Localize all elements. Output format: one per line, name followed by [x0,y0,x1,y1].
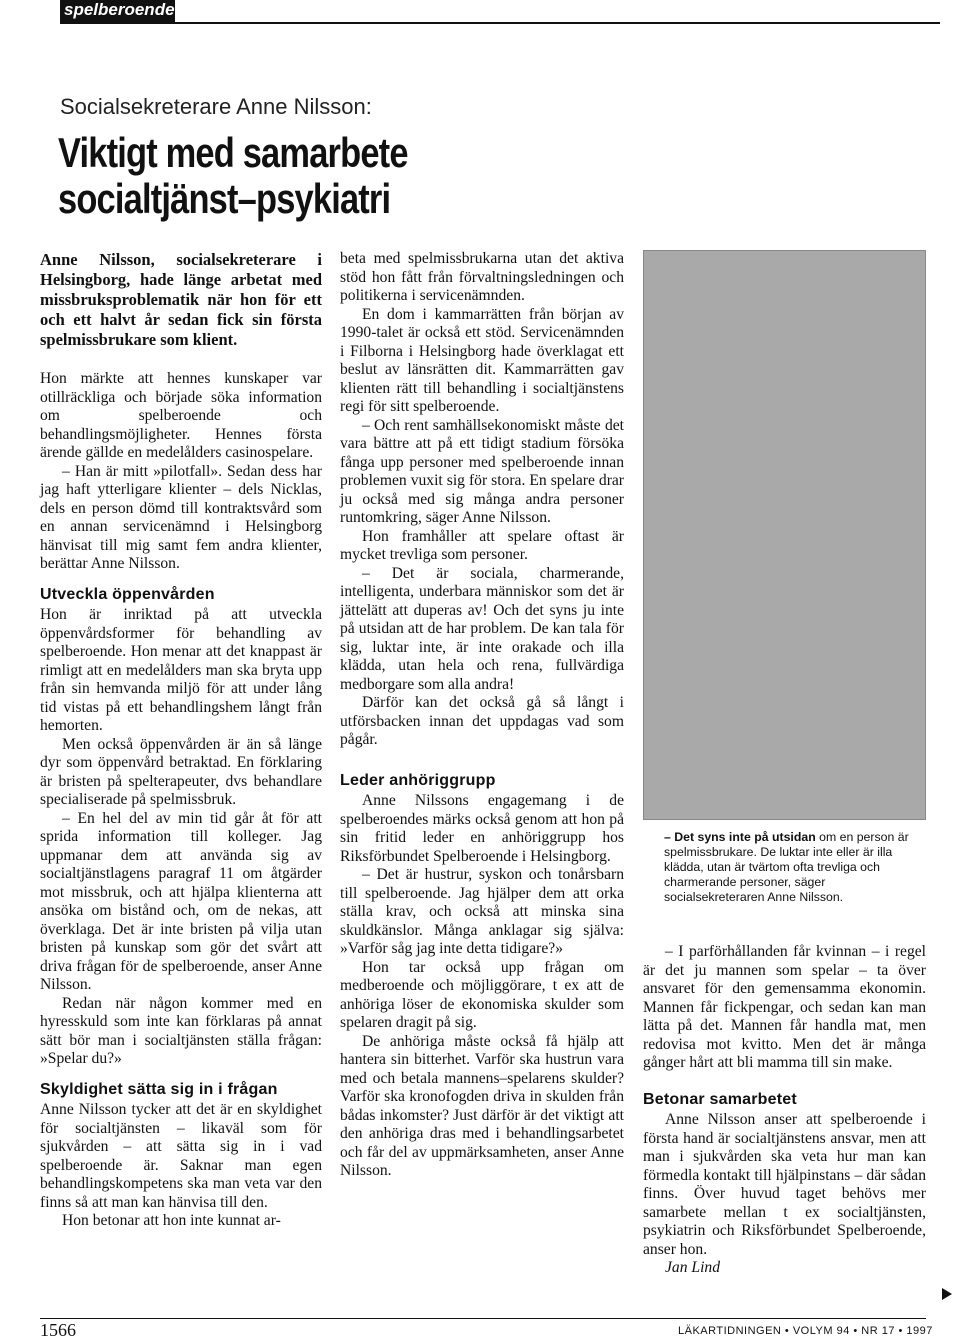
paragraph: beta med spelmissbrukarna utan det aktiva stöd hon fått från förvaltningsledningen och politikerna i servicenämnden. [340,250,624,304]
subheading: Leder anhöriggrupp [340,771,496,789]
paragraph: Hon märkte att hennes kunskaper var otillräckliga och började söka information om spelberoende och behandlingsmöjligheter. Hennes första ärende gällde en medelålders casinospelare. [40,370,322,461]
headline-line-2: socialtjänst–psykiatri [58,175,391,222]
paragraph: – En hel del av min tid går åt för att sprida information till kolleger. Jag uppmanar dem att använda sig av socialtjänstlagens paragraf 11 om åtgärder mot missbruk, och att hjälpa klienterna att ansöka om bistånd och, om de nekas, att överklaga. Det är inte bristen på vilja utan bristen på kunskap som gör det svårt att driva frågan för de spelberoende, anser Anne Nilsson. [40,809,322,993]
paragraph: En dom i kammarrätten från början av 1990-talet är också ett stöd. Servicenämnden i Filborna i Helsingborg hade överklagat ett beslut av länsrätten dit. Kammarrätten gav klienten rätt till behandling i socialtjänstens regi för sitt spelberoende. [340,305,624,415]
lead-paragraph: Anne Nilsson, socialsekreterare i Helsingborg, hade länge arbetat med missbruksproblematik när hon för ett och ett halvt år sedan fick sin första spelmissbrukare som klient. [40,250,322,349]
journal-footer: LÄKARTIDNINGEN • VOLYM 94 • NR 17 • 1997 [678,1325,933,1337]
caption-lead: – Det syns inte på utsidan [664,830,816,844]
caption-text: om en person är spelmissbrukare. De luktar inte eller är illa klädda, utan är tvärtom ofta trevliga och charmerande personer, säger socialsekreteraren Anne Nilsson. [664,830,909,904]
column-3 [643,943,926,1278]
paragraph: – Han är mitt »pilotfall». Sedan dess har jag haft ytterligare klienter – dels Nicklas, dels en person dömd till kontraktsvård som en annan servicenämnd i Helsingborg hänvisat till mig samt fem andra klienter, berättar Anne Nilsson. [40,462,322,572]
continue-arrow-icon [942,1288,952,1300]
paragraph: Hon betonar att hon inte kunnat ar- [62,1212,281,1229]
paragraph: Anne Nilssons engagemang i de spelberoendes märks också genom att hon på sin fritid leder en anhöriggrupp hos Riksförbundet Spelberoende i Helsingborg. [340,792,624,865]
photo [643,250,926,820]
footer-rule [40,1318,926,1319]
section-kicker: spelberoende [60,0,175,22]
paragraph: – Det är sociala, charmerande, intelligenta, underbara människor som det är jättelätt att duperas av! Och det syns ju inte på utsidan att de har problem. De kan tala för sig, luktar inte, är inte orakade och illa klädda, utan hela och rena, fullvärdiga medborgare som alla andra! [340,564,624,693]
headline [58,130,730,222]
column-1 [40,250,322,1231]
paragraph: Anne Nilsson anser att spelberoende i första hand är socialtjänstens ansvar, men att man i sjukvården ska veta hur man kan förmedla kontakt till hjälpinstans – där sådan finns. Över huvud taget behövs mer samarbete mellan t ex socialtjänsten, psykiatrin och Riksförbundet Spelberoende, anser hon. [643,1111,926,1258]
paragraph: Men också öppenvården är än så länge dyr som öppenvård betraktad. En förklaring är bristen på spelterapeuter, dvs behandlare specialiserade på spelmissbruk. [40,735,322,808]
author-signature: Jan Lind [665,1259,721,1276]
column-2 [340,250,624,1181]
paragraph: Anne Nilsson tycker att det är en skyldighet för socialtjänsten – likaväl som för sjukvården – att sätta sig in i vad spelberoende är. Saknar man egen behandlingskompetens ska man veta var den finns så att man kan hänvisa till den. [40,1101,322,1211]
photo-caption [664,830,926,905]
paragraph: – Och rent samhällsekonomiskt måste det vara bättre att på ett tidigt stadium försöka fånga upp personer med spelberoende innan problemen vuxit sig för stora. En spelare drar ju också med sig många andra personer runtomkring, säger Anne Nilsson. [340,416,624,526]
top-rule [60,22,940,24]
byline: Socialsekreterare Anne Nilsson: [60,94,372,119]
subheading: Betonar samarbetet [643,1090,797,1108]
page-number: 1566 [40,1320,76,1340]
subheading: Skyldighet sätta sig in i frågan [40,1080,278,1098]
paragraph: – I parförhållanden får kvinnan – i regel är det ju mannen som spelar – ta över ansvaret för den gemensamma ekonomin. Mannen får fickpengar, och sedan kan man lätta på det. Mannen får handla mat, men redovisa mot kvitto. Men det är många gånger hårt att bli mamma till sin make. [643,943,926,1071]
paragraph: – Det är hustrur, syskon och tonårsbarn till spelberoende. Jag hjälper dem att orka ställa krav, och också att minska sina skuldkänslor. Många anklagar sig själva: »Varför såg jag inte detta tidigare?» [340,866,624,957]
paragraph: Därför kan det också gå så långt i utförsbacken innan det uppdagas vad som pågår. [340,694,624,748]
paragraph: Hon tar också upp frågan om medberoende och möjliggörare, t ex att de anhöriga löser de ekonomiska skulder som spelaren dragit på sig. [340,958,624,1031]
paragraph: Redan när någon kommer med en hyresskuld som inte kan förklaras på annat sätt bör man i socialtjänsten ställa frågan: »Spelar du?» [40,994,322,1067]
headline-line-1: Viktigt med samarbete [58,129,408,176]
paragraph: Hon framhåller att spelare oftast är mycket trevliga som personer. [340,527,624,563]
paragraph: Hon är inriktad på att utveckla öppenvårdsformer för behandling av spelberoende. Hon menar att det knappast är rimligt att en medelålders man ska bryta upp från sin hemvanda miljö för att under lång tid vistas på ett behandlingshem långt från hemorten. [40,606,322,734]
paragraph: De anhöriga måste också få hjälp att hantera sin bitterhet. Varför ska hustrun vara med och betala mannens–spelarens skulder? Varför ska kronofogden driva in skulden från bådas inkomster? Just därför är det viktigt att den anhöriga dras med i behandlingsarbetet och får del av uppmärksamheten, anser Anne Nilsson. [340,1032,624,1179]
subheading: Utveckla öppenvården [40,585,215,603]
